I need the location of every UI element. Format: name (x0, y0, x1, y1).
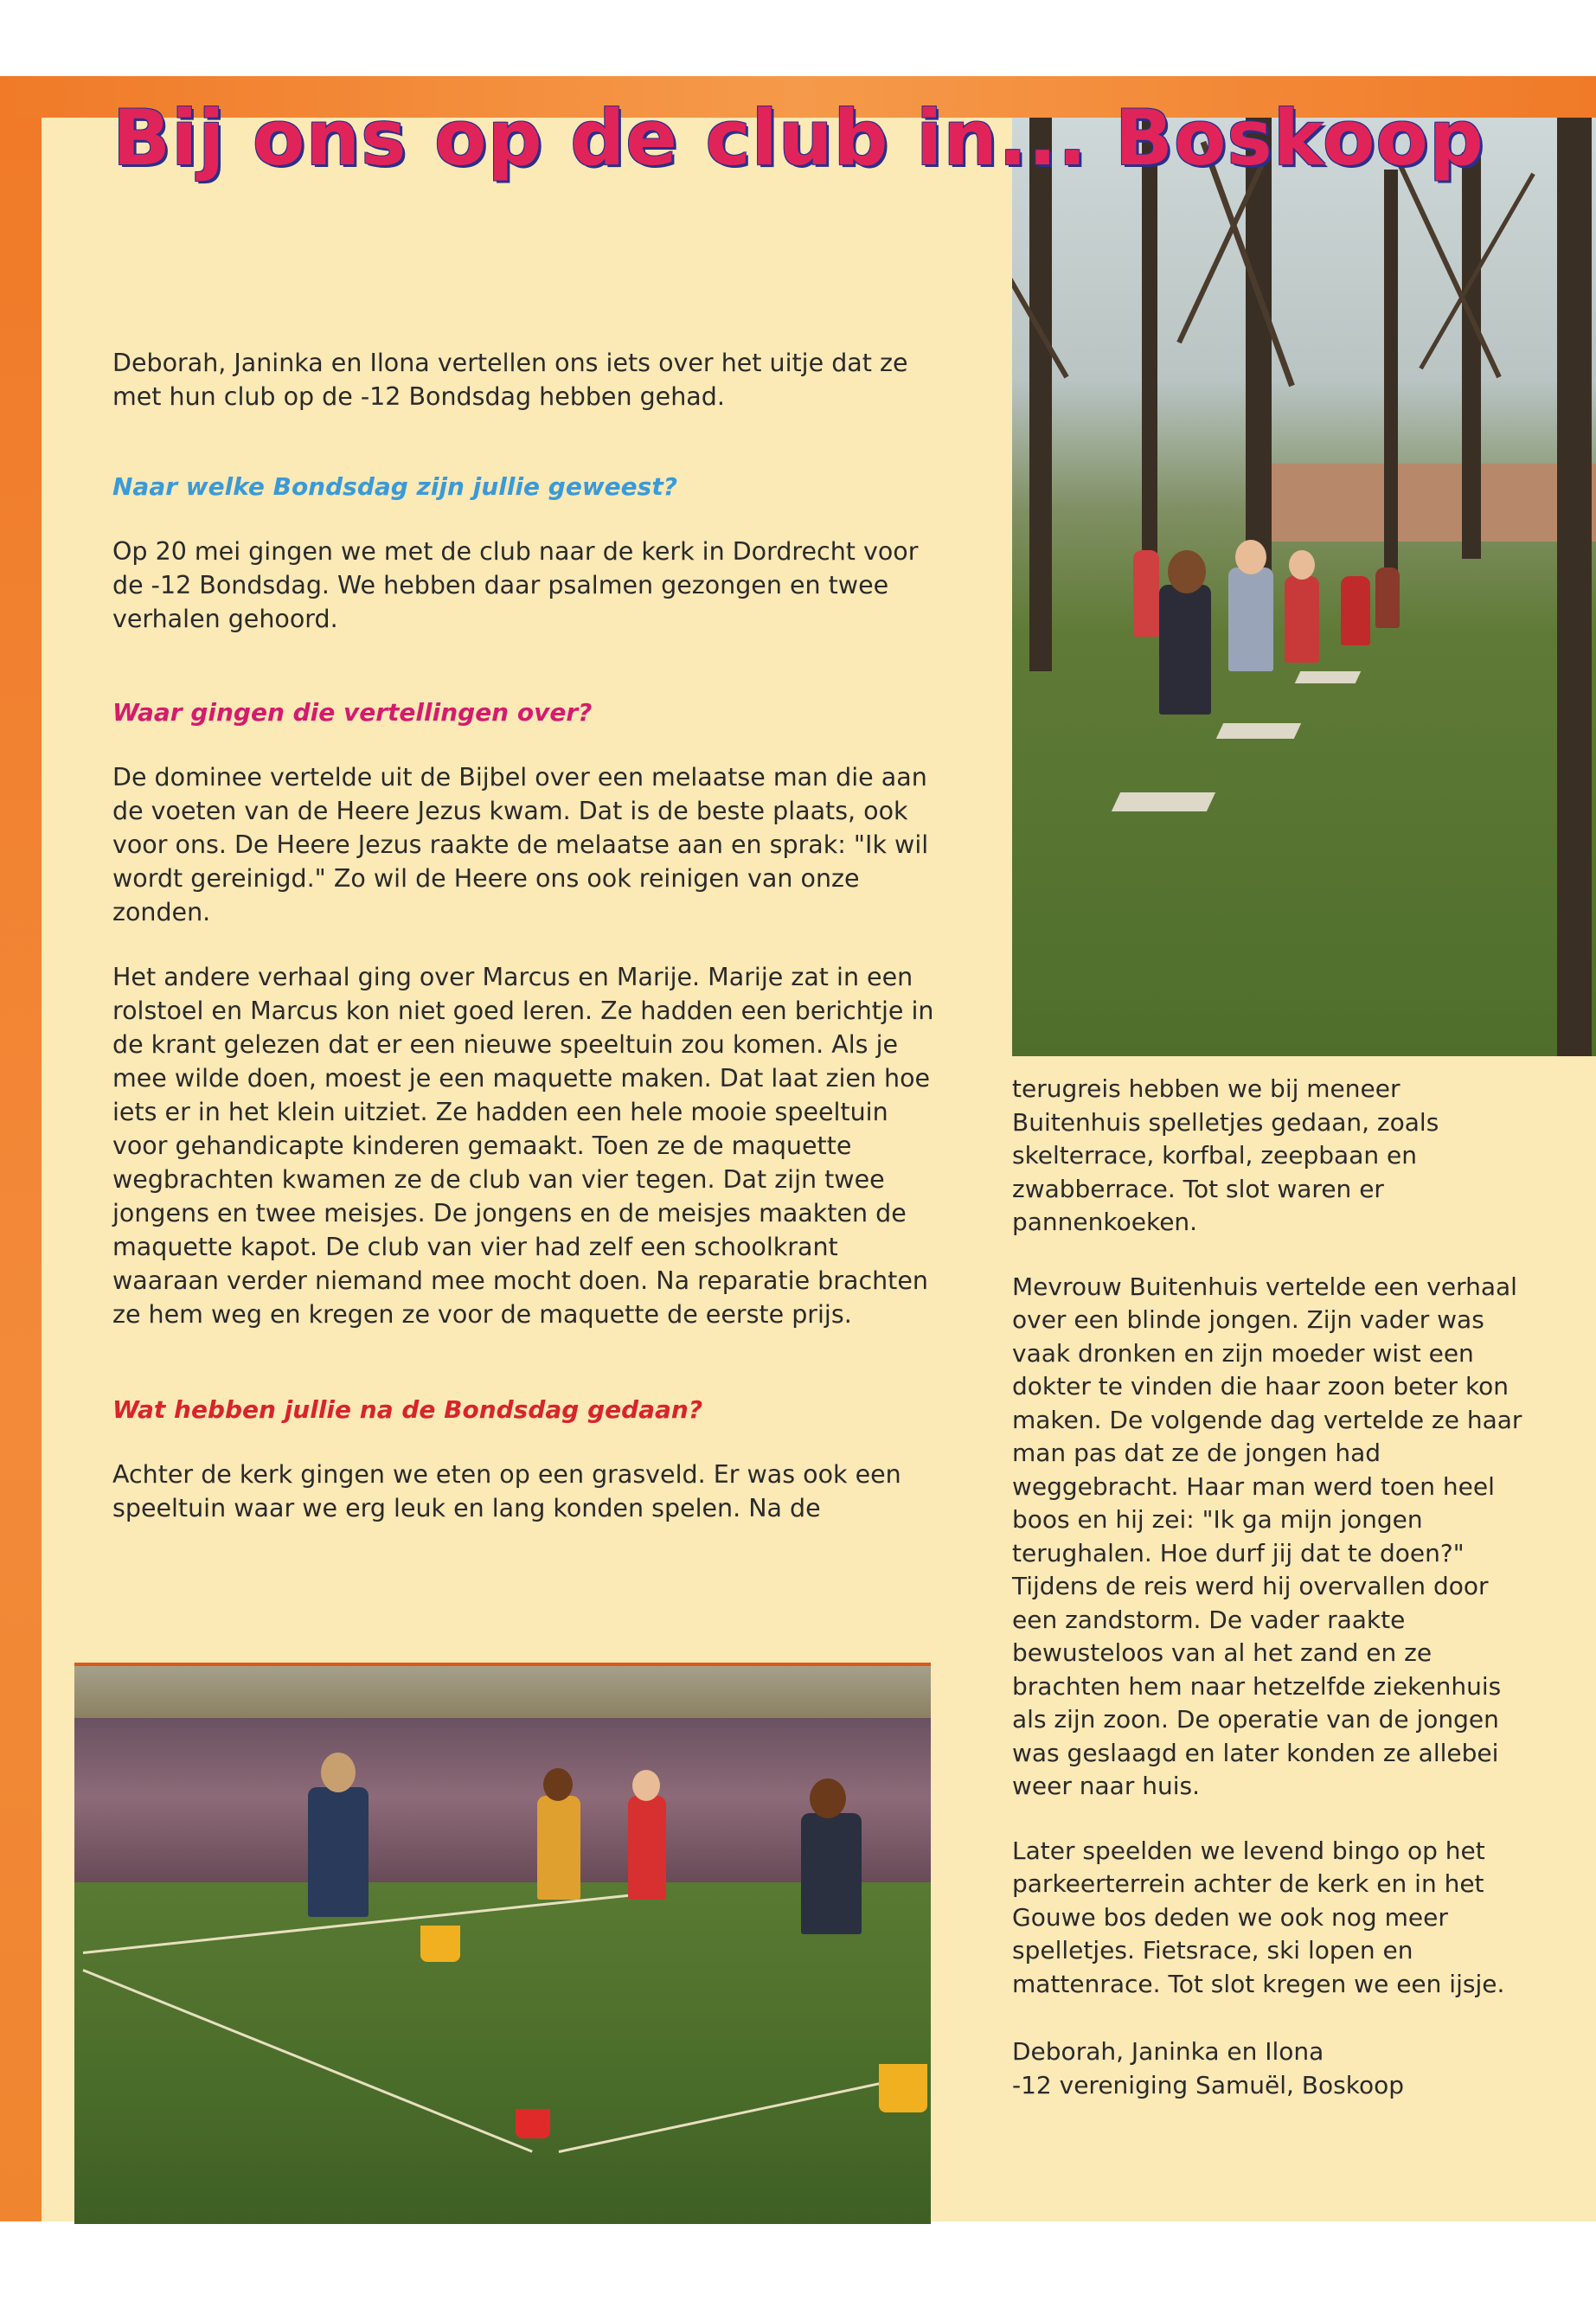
page-title: Bij ons op de club in... Boskoop (112, 93, 1484, 183)
story-paragraph: Mevrouw Buitenhuis vertelde een verhaal over een blinde jongen. Zijn vader was vaak dronken en zijn moeder wist een dokter te vinden die haar zoon beter kon maken. De volgende dag vertelde ze haar man pas dat ze de jongen had weggebracht. Haar man werd toen heel boos en hij zei: "Ik ga mijn jongen terughalen. Hoe durf jij dat te doen?" Tijdens de reis werd hij overvallen door een zandstorm. De vader raakte bewusteloos van al het zand en ze brachten hem naar hetzelfde ziekenhuis als zijn zoon. De operatie van de jongen was geslaagd en later konden ze allebei weer naar huis. (1012, 1272, 1522, 1800)
signature-names: Deborah, Janinka en Ilona (1012, 2037, 1324, 2066)
answer-paragraph: Achter de kerk gingen we eten op een grasveld. Er was ook een speeltuin waar we erg leuk en lang konden spelen. Na de (112, 1460, 901, 1522)
signature (1012, 2035, 1531, 2102)
intro-paragraph: Deborah, Janinka en Ilona vertellen ons iets over het uitje dat ze met hun club op de -12 Bondsdag hebben gehad. (112, 349, 908, 411)
answer-paragraph: Op 20 mei gingen we met de club naar de kerk in Dordrecht voor de -12 Bondsdag. We hebben daar psalmen gezongen en twee verhalen gehoord. (112, 537, 919, 633)
story-paragraph: Later speelden we levend bingo op het parkeerterrein achter de kerk en in het Gouwe bos deden we ook nog meer spelletjes. Fietsrace, ski lopen en mattenrace. Tot slot kregen we een ijsje. (1012, 1836, 1505, 1998)
question-heading: Wat hebben jullie na de Bondsdag gedaan? (112, 1395, 703, 1424)
story-paragraph: terugreis hebben we bij meneer Buitenhuis spelletjes gedaan, zoals skelterrace, korfbal, zeepbaan en zwabberrace. Tot slot waren er pannenkoeken. (1012, 1074, 1439, 1236)
question-heading: Naar welke Bondsdag zijn jullie geweest? (112, 472, 677, 501)
right-column (1012, 1073, 1531, 2102)
signature-club: -12 vereniging Samuël, Boskoop (1012, 2070, 1404, 2099)
answer-paragraph: Het andere verhaal ging over Marcus en Marije. Marije zat in een rolstoel en Marcus kon niet goed leren. Ze hadden een berichtje in de krant gelezen dat er een nieuwe speeltuin zou komen. Als je mee wilde doen, moest je een maquette maken. Dat laat zien hoe iets er in het klein uitziet. Ze hadden een hele mooie speeltuin voor gehandicapte kinderen gemaakt. Toen ze de maquette wegbrachten kwamen ze de club van vier tegen. Dat zijn twee jongens en twee meisjes. De jongens en de meisjes maakten de maquette kapot. De club van vier had zelf een schoolkrant waaraan verder niemand mee mocht doen. Na reparatie brachten ze hem weg en kregen ze voor de maquette de eerste prijs. (112, 963, 934, 1329)
left-column (112, 346, 934, 1556)
question-heading: Waar gingen die vertellingen over? (112, 698, 593, 727)
answer-paragraph: De dominee vertelde uit de Bijbel over een melaatse man die aan de voeten van de Heere Jezus kwam. Dat is de beste plaats, ook voor ons. De Heere Jezus raakte de melaatse aan en sprak: "Ik wil wordt gereinigd." Zo wil de Heere ons ook reinigen van onze zonden. (112, 763, 929, 926)
left-border (0, 118, 42, 2221)
park-photo (1012, 118, 1596, 1056)
lake-photo (74, 1663, 931, 2224)
